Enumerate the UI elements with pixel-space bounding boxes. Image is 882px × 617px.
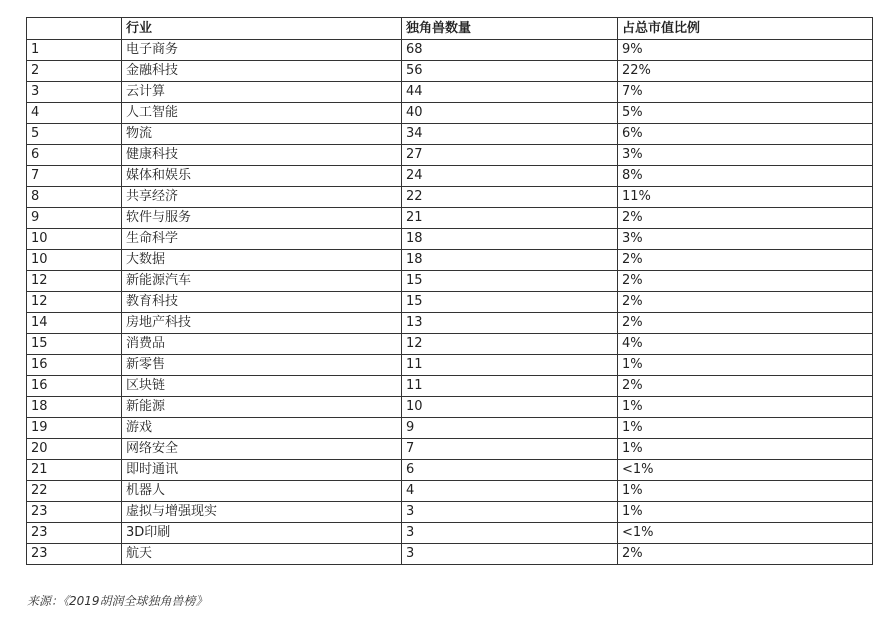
cell-industry: 生命科学 <box>122 229 402 250</box>
cell-unicorn-count: 18 <box>402 229 618 250</box>
cell-rank: 16 <box>27 376 122 397</box>
cell-market-share: <1% <box>618 460 873 481</box>
table-row <box>27 523 873 544</box>
cell-rank: 18 <box>27 397 122 418</box>
cell-industry: 新零售 <box>122 355 402 376</box>
table-row <box>27 460 873 481</box>
cell-unicorn-count: 10 <box>402 397 618 418</box>
cell-unicorn-count: 4 <box>402 481 618 502</box>
table-row <box>27 208 873 229</box>
table-row <box>27 397 873 418</box>
table-row <box>27 82 873 103</box>
cell-market-share: 1% <box>618 418 873 439</box>
cell-rank: 9 <box>27 208 122 229</box>
table-row <box>27 334 873 355</box>
cell-market-share: 3% <box>618 145 873 166</box>
cell-unicorn-count: 15 <box>402 271 618 292</box>
cell-industry: 航天 <box>122 544 402 565</box>
cell-market-share: 2% <box>618 313 873 334</box>
cell-rank: 6 <box>27 145 122 166</box>
table-row <box>27 61 873 82</box>
table-row <box>27 166 873 187</box>
cell-unicorn-count: 24 <box>402 166 618 187</box>
cell-industry: 教育科技 <box>122 292 402 313</box>
cell-industry: 虚拟与增强现实 <box>122 502 402 523</box>
cell-market-share: 6% <box>618 124 873 145</box>
table-row <box>27 355 873 376</box>
cell-industry: 健康科技 <box>122 145 402 166</box>
cell-unicorn-count: 12 <box>402 334 618 355</box>
cell-unicorn-count: 6 <box>402 460 618 481</box>
table-row <box>27 418 873 439</box>
cell-unicorn-count: 3 <box>402 544 618 565</box>
cell-market-share: 7% <box>618 82 873 103</box>
cell-market-share: 3% <box>618 229 873 250</box>
cell-rank: 22 <box>27 481 122 502</box>
cell-rank: 4 <box>27 103 122 124</box>
cell-industry: 消费品 <box>122 334 402 355</box>
cell-market-share: 2% <box>618 292 873 313</box>
cell-market-share: 5% <box>618 103 873 124</box>
cell-rank: 8 <box>27 187 122 208</box>
cell-market-share: 2% <box>618 271 873 292</box>
cell-industry: 云计算 <box>122 82 402 103</box>
cell-market-share: 1% <box>618 502 873 523</box>
cell-market-share: 2% <box>618 208 873 229</box>
table-row <box>27 292 873 313</box>
header-industry: 行业 <box>122 18 402 40</box>
unicorn-industry-table <box>26 17 873 565</box>
table-row <box>27 103 873 124</box>
cell-industry: 新能源 <box>122 397 402 418</box>
header-unicorn-count: 独角兽数量 <box>402 18 618 40</box>
header-market-share: 占总市值比例 <box>618 18 873 40</box>
cell-unicorn-count: 40 <box>402 103 618 124</box>
cell-rank: 5 <box>27 124 122 145</box>
cell-market-share: 4% <box>618 334 873 355</box>
cell-rank: 16 <box>27 355 122 376</box>
cell-rank: 12 <box>27 271 122 292</box>
cell-industry: 网络安全 <box>122 439 402 460</box>
cell-rank: 23 <box>27 502 122 523</box>
table-row <box>27 124 873 145</box>
table-row <box>27 544 873 565</box>
cell-rank: 19 <box>27 418 122 439</box>
cell-industry: 金融科技 <box>122 61 402 82</box>
cell-unicorn-count: 11 <box>402 376 618 397</box>
table-row <box>27 376 873 397</box>
cell-industry: 游戏 <box>122 418 402 439</box>
table-body <box>27 40 873 565</box>
cell-unicorn-count: 3 <box>402 502 618 523</box>
cell-unicorn-count: 15 <box>402 292 618 313</box>
cell-rank: 3 <box>27 82 122 103</box>
cell-rank: 2 <box>27 61 122 82</box>
cell-rank: 15 <box>27 334 122 355</box>
table-row <box>27 481 873 502</box>
cell-industry: 机器人 <box>122 481 402 502</box>
cell-industry: 即时通讯 <box>122 460 402 481</box>
cell-unicorn-count: 21 <box>402 208 618 229</box>
cell-rank: 21 <box>27 460 122 481</box>
table-row <box>27 40 873 61</box>
cell-rank: 1 <box>27 40 122 61</box>
cell-industry: 物流 <box>122 124 402 145</box>
cell-unicorn-count: 7 <box>402 439 618 460</box>
table-row <box>27 145 873 166</box>
cell-industry: 区块链 <box>122 376 402 397</box>
cell-industry: 人工智能 <box>122 103 402 124</box>
cell-rank: 12 <box>27 292 122 313</box>
cell-industry: 电子商务 <box>122 40 402 61</box>
header-rank <box>27 18 122 40</box>
cell-industry: 新能源汽车 <box>122 271 402 292</box>
cell-market-share: 2% <box>618 544 873 565</box>
table-row <box>27 313 873 334</box>
cell-market-share: 2% <box>618 376 873 397</box>
cell-market-share: 11% <box>618 187 873 208</box>
cell-unicorn-count: 44 <box>402 82 618 103</box>
cell-rank: 20 <box>27 439 122 460</box>
cell-industry: 共享经济 <box>122 187 402 208</box>
table-row <box>27 187 873 208</box>
cell-unicorn-count: 34 <box>402 124 618 145</box>
cell-market-share: 22% <box>618 61 873 82</box>
cell-rank: 23 <box>27 523 122 544</box>
table-row <box>27 439 873 460</box>
cell-unicorn-count: 9 <box>402 418 618 439</box>
table-row <box>27 271 873 292</box>
cell-rank: 14 <box>27 313 122 334</box>
cell-market-share: 1% <box>618 439 873 460</box>
table-row <box>27 502 873 523</box>
table-row <box>27 229 873 250</box>
table-row <box>27 250 873 271</box>
cell-rank: 10 <box>27 250 122 271</box>
cell-market-share: 1% <box>618 481 873 502</box>
cell-unicorn-count: 27 <box>402 145 618 166</box>
cell-unicorn-count: 56 <box>402 61 618 82</box>
cell-unicorn-count: 3 <box>402 523 618 544</box>
unicorn-industry-table-container <box>26 17 872 565</box>
cell-market-share: 9% <box>618 40 873 61</box>
cell-unicorn-count: 18 <box>402 250 618 271</box>
cell-unicorn-count: 11 <box>402 355 618 376</box>
table-header-row <box>27 18 873 40</box>
cell-market-share: 1% <box>618 397 873 418</box>
cell-industry: 3D印刷 <box>122 523 402 544</box>
cell-industry: 大数据 <box>122 250 402 271</box>
cell-market-share: 1% <box>618 355 873 376</box>
cell-industry: 媒体和娱乐 <box>122 166 402 187</box>
cell-industry: 软件与服务 <box>122 208 402 229</box>
cell-industry: 房地产科技 <box>122 313 402 334</box>
source-note: 来源：《2019胡润全球独角兽榜》 <box>27 594 208 608</box>
cell-rank: 23 <box>27 544 122 565</box>
cell-market-share: 8% <box>618 166 873 187</box>
cell-unicorn-count: 22 <box>402 187 618 208</box>
cell-rank: 7 <box>27 166 122 187</box>
cell-rank: 10 <box>27 229 122 250</box>
cell-market-share: 2% <box>618 250 873 271</box>
cell-unicorn-count: 68 <box>402 40 618 61</box>
cell-market-share: <1% <box>618 523 873 544</box>
cell-unicorn-count: 13 <box>402 313 618 334</box>
